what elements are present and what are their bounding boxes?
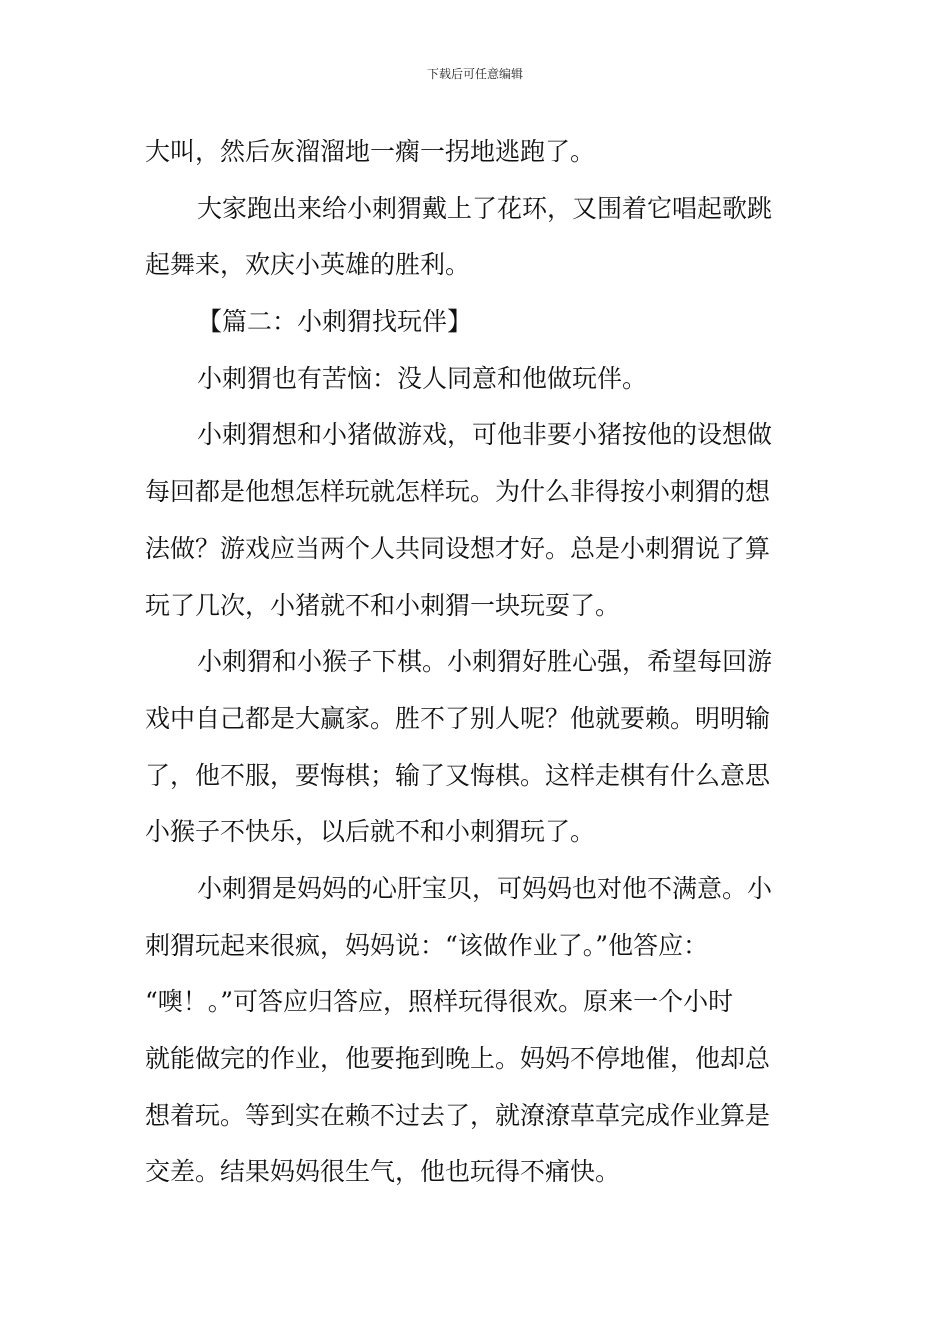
text-line: 小猴子不快乐，以后就不和小刺猬玩了。: [145, 817, 596, 847]
text-line: 小刺猬也有苦恼：没人同意和他做玩伴。: [197, 363, 648, 393]
text-line: 刺猬玩起来很疯，妈妈说：“该做作业了。”他答应：: [145, 930, 709, 960]
text-line: 小刺猬是妈妈的心肝宝贝，可妈妈也对他不满意。小: [197, 873, 773, 903]
text-line: 每回都是他想怎样玩就怎样玩。为什么非得按小刺猬的想: [145, 477, 771, 507]
text-line: 了，他不服，要悔棋；输了又悔棋。这样走棋有什么意思: [145, 760, 771, 790]
text-line: “噢！。”可答应归答应，照样玩得很欢。原来一个小时: [145, 987, 734, 1017]
text-line: 就能做完的作业，他要拖到晚上。妈妈不停地催，他却总: [145, 1044, 771, 1073]
text-line: 玩了几次，小猪就不和小刺猬一块玩耍了。: [145, 590, 621, 620]
text-line: 大叫，然后灰溜溜地一瘸一拐地逃跑了。: [145, 137, 596, 166]
text-line: 小刺猬想和小猪做游戏，可他非要小猪按他的设想做: [197, 420, 773, 450]
text-line: 戏中自己都是大赢家。胜不了别人呢？他就要赖。明明输: [145, 703, 771, 733]
text-line: 大家跑出来给小刺猬戴上了花环，又围着它唱起歌跳: [197, 193, 773, 223]
text-line: 交差。结果妈妈很生气，他也玩得不痛快。: [145, 1157, 621, 1187]
text-line: 小刺猬和小猴子下棋。小刺猬好胜心强，希望每回游: [197, 647, 773, 677]
section-heading: 【篇二：小刺猬找玩伴】: [197, 307, 473, 337]
text-line: 起舞来，欢庆小英雄的胜利。: [145, 250, 471, 280]
text-line: 想着玩。等到实在赖不过去了，就潦潦草草完成作业算是: [145, 1100, 771, 1130]
document-body: [145, 124, 809, 1201]
page-header: 下载后可任意编辑: [426, 67, 523, 81]
text-line: 法做？游戏应当两个人共同设想才好。总是小刺猬说了算: [145, 533, 771, 563]
